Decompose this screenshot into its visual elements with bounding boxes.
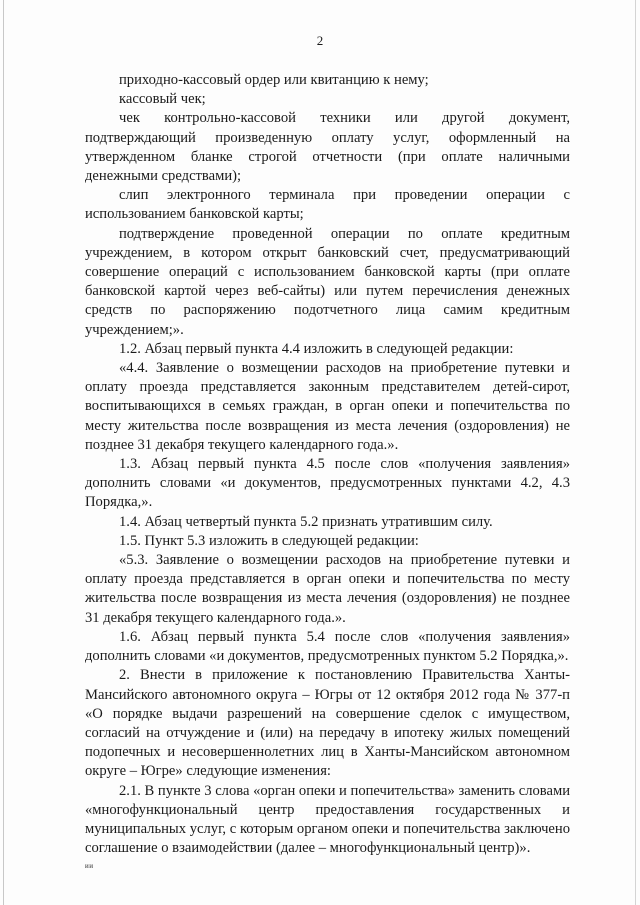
paragraph-amendment-2: 2. Внести в приложение к постановлению Правительства Ханты-Мансийского автономного округа – Югры от 12 октября 2012 года № 377-п «О порядке выдачи разрешений на совершение сделок с имуществом, согласий на отчуждение и (или) на передачу в ипотеку жилых помещений подопечных и несовершеннолетних лиц в Ханты-Мансийском автономном округе – Югре» следующие изменения: (85, 667, 570, 780)
paragraph-receipt-order: приходно-кассовый ордер или квитанцию к нему; (119, 72, 429, 88)
document-body (85, 71, 570, 858)
paragraph-clause-5-3: «5.3. Заявление о возмещении расходов на приобретение путевки и оплату проезда представляется в орган опеки и попечительства по месту жительства после возвращения из места лечения (оздоровления) не позднее 31 декабря текущего календарного года.». (85, 552, 570, 626)
paragraph-credit-confirmation: подтверждение проведенной операции по оплате кредитным учреждением, в котором открыт банковский счет, предусматривающий совершение операций с использованием банковской карты (при оплате банковской картой через веб-сайты) или путем перечисления денежных средств по распоряжению подотчетного лица самим кредитным учреждением;». (85, 225, 570, 338)
paragraph-amendment-1-3: 1.3. Абзац первый пункта 4.5 после слов «получения заявления» дополнить словами «и документов, предусмотренных пунктами 4.2, 4.3 Порядка,». (85, 456, 570, 511)
paragraph-amendment-1-5: 1.5. Пункт 5.3 изложить в следующей редакции: (119, 532, 419, 549)
paragraph-terminal-slip: слип электронного терминала при проведении операции с использованием банковской карты; (85, 187, 570, 223)
footer-mark: ии (85, 862, 94, 870)
paragraph-amendment-1-2: 1.2. Абзац первый пункта 4.4 изложить в следующей редакции: (119, 340, 514, 357)
paragraph-amendment-1-4: 1.4. Абзац четвертый пункта 5.2 признать утратившим силу. (119, 513, 493, 530)
paragraph-cash-register-check: чек контрольно-кассовой техники или другой документ, подтверждающий произведенную оплату услуг, оформленный на утвержденном бланке строгой отчетности (при оплате наличными денежными средствами); (85, 110, 570, 185)
scan-edge-right (635, 0, 636, 905)
paragraph-amendment-2-1: 2.1. В пункте 3 слова «орган опеки и попечительства» заменить словами «многофункциональный центр предоставления государственных и муниципальных услуг, с которым органом опеки и попечительства заключено соглашение о взаимодействии (далее – многофункциональный центр)». (85, 782, 570, 857)
paragraph-amendment-1-6: 1.6. Абзац первый пункта 5.4 после слов «получения заявления» дополнить словами «и документов, предусмотренных пунктом 5.2 Порядка,». (85, 628, 570, 665)
paragraph-cash-receipt: кассовый чек; (119, 91, 206, 108)
paragraph-clause-4-4: «4.4. Заявление о возмещении расходов на приобретение путевки и оплату проезда представляется законным представителем детей-сирот, воспитывающихся в семьях граждан, в орган опеки и попечительства по месту жительства после возвращения из места лечения (оздоровления) не позднее 31 декабря текущего календарного года.». (85, 360, 570, 453)
scan-edge-left (3, 0, 4, 905)
page-number: 2 (316, 33, 324, 48)
